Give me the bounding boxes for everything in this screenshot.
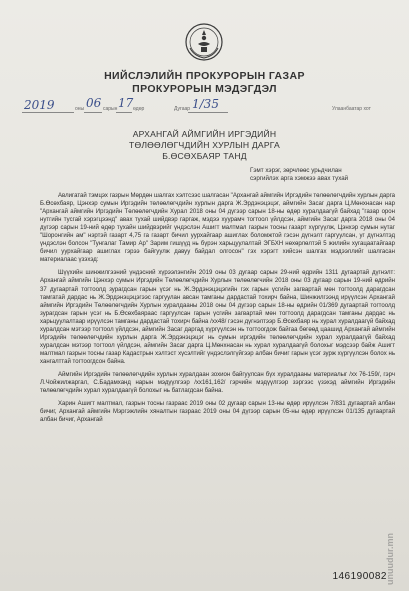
ref-year: 2019: [24, 98, 55, 112]
ref-day-suffix: өдөр: [133, 106, 145, 112]
ref-month: 06: [86, 96, 102, 110]
ref-day: 17: [118, 96, 134, 110]
ref-number: 1/35: [192, 97, 219, 111]
notice-title: ПРОКУРОРЫН МЭДЭГДЭЛ: [132, 83, 277, 95]
state-emblem-icon: [184, 22, 224, 62]
addressee-line-1: АРХАНГАЙ АЙМГИЙН ИРГЭДИЙН: [132, 129, 277, 139]
issuer-title: НИЙСЛЭЛИЙН ПРОКУРОРЫН ГАЗАР: [104, 70, 305, 82]
reference-line: [22, 98, 399, 116]
ref-year-suffix: оны: [75, 106, 85, 112]
addressee-line-2: ТӨЛӨӨЛӨГЧДИЙН ХУРЛЫН ДАРГА: [129, 140, 280, 150]
addressee-line-3: Б.ӨСӨХБАЯР ТАНД: [162, 151, 247, 161]
body-paragraph-3: Аймгийн Иргэдийн төлөөлөгчдийн хурлын хуралдаан зохион байгуулсан бүх хуралдааны материалыг /хх 76-159/, гэрч Л.Чойжилжаргал, С.Бадамханд нарын мэдүүлгээр /хх161,162/ гэрчийн мэдүүлгээр зэргээс үзэхэд аймгийн Иргэдийн төлөөлөгчдийн хурал хуралдаагүй болохыг нь батлагдсан байна.: [40, 371, 395, 395]
body-paragraph-2: Шүүхийн шинжилгээний үндэсний хүрээлэнгийн 2019 оны 03 дугаар сарын 29-ний өдрийн 1311 дугаартай дүгнэлт: Архангай аймгийн Цэнхэр сумын Иргэдийн Төлөөлөгчдийн Хурлын төлөөлөгчийн 2018 оны 03 дугаар сарын 19-ний өдрийн 37 дугаартай тогтоолд зурагдсан гарын үсэг нь Ж.Эрдэнэцэцэгийн гэх гарын үсгийн загвартай мөн тогтоолд дарагдсан тамгатай дардас нь Ж.Эрдэнэцэцэгээс гаргуулан авсан тамганы дардастай тохирч байна, Шинжилгээнд ирүүлсэн Архангай аймгийн Иргэдийн Төлөөлөгчдийн Хурлын хуралдааны 2018 оны 04 дүгээр сарын 18-ны өдрийн 01/369 дугаартай тогтоолд зурагдсан гарын үсэг нь Б.Өсөхбаяраас гаргуулсан гарын үсгийн загвартай мөн тогтоолд дарагдсан тамганы дардас нь харьцуулалтаар ирүүлсэн тамганы дардастай тохирч байна /хх48/ гэсэн дүгнэлтээр Б.Өсөхбаяр нь хурал хуралдаагүй байхад хуралдсан мэтээр тогтоол үйлдсэн, аймгийн Засаг даргад хүргүүлсэн нь тогтоогдож байгаа бөгөөд цаашид Архангай аймгийн Иргэдийн төлөөлөгчдийн хурлын дарга Ж.Эрдэнэцэцэг нь сумын иргэдийн төлөөлөгчдийн хурал хуралдаагүй байхад хуралдсан мэтээр тогтоол үйлдсэн, аймгийн Засаг дарга Ц.Мөнхнасан нь хурал хуралдаагүй болохыг мэдсээр байж Ашигт малтмал газрын тосны газар Кадастрын хэлтэст хүсэлтийг үндэслэлгүйгээр албан бичиг гарын үсэг зурж хүргүүлсэн болох нь хангалттай тогтоогдсон байна.: [40, 270, 395, 365]
letter-body: [40, 192, 395, 429]
subject-line-2: сэргийлэх арга хэмжээ авах тухай: [250, 175, 349, 182]
ref-number-label: Дугаар: [174, 106, 191, 112]
body-paragraph-4: Харин Ашигт малтмал, газрын тосны газраас 2019 оны 02 дугаар сарын 13-ны өдөр ирүүлсэн 7/831 дугаартай албан бичиг, Архангай аймгийн Мэргэжлийн хяналтын газраас 2019 оны 04 дүгээр сарын 05-ны өдөр ирүүлсэн 01/135 дугаартай албан бичиг, Архангай: [40, 401, 395, 424]
subject-block: [250, 167, 400, 183]
document-number: 146190082: [332, 571, 387, 582]
body-paragraph-1: Авлигатай тэмцэх газрын Мөрдөн шалгах хэлтсээс шалгасан "Архангай аймгийн Иргэдийн төлөөлөгчдийн хурлын дарга Б.Өсөхбаяр, Цэнхэр сумын Иргэдийн төлөөлөгчдийн хурлын дарга Ж.Эрдэнэцэцэг, аймгийн Засаг дарга Ц.Мөнхнасан нар "Архангай аймгийн Иргэдийн Төлөөлөгчдийн Хурал 2018 оны 04 дүгээр сарын 18-ны өдөр хуралдаагүй байхад "газар орон нутгийн тусгай хэрэгцээнд" авах тухай шийдвэр гаргаж, мэдээ хуурамч тогтоол үйлдсэн, аймгийн Засаг дарга 2018 оны 04 дүгээр сарын 19-ний өдөр тухайн шийдвэрийг үндэслэн Ашигт малтмал газрын тосны газарт хүргүүлж, Цэнхэр сумын нутаг "Шоронгийн ам" нэртэй газарт 4,75 га газарт бичил уурхайгаар ашиглах боломжтой гэсэн дүгнэлт гаргуулсан, уг дүгнэлтэд үндэслэн болсон "Тунгалаг Тамир Ар" Зарим гишүүд нь бүрэн харьцуулалтай ЭГБХН нөхөрлөлтэй 5 жилийн хугацаатайгаар бичил уурхайгаар ашиглах гэрээ байгуулж давуу байдал олгосон" гэх хэрэгт хийсэн шалгах мэдээллийг шалгасан материалаас үзэхэд:: [40, 193, 396, 264]
ref-month-suffix: сарын: [103, 106, 118, 112]
subject-line-1: Гэмт хэрэг, зөрчлөөс урьдчилан: [250, 167, 342, 174]
watermark: unuudur.mn: [385, 533, 395, 585]
ref-city: Улаанбаатар хот: [332, 106, 371, 112]
